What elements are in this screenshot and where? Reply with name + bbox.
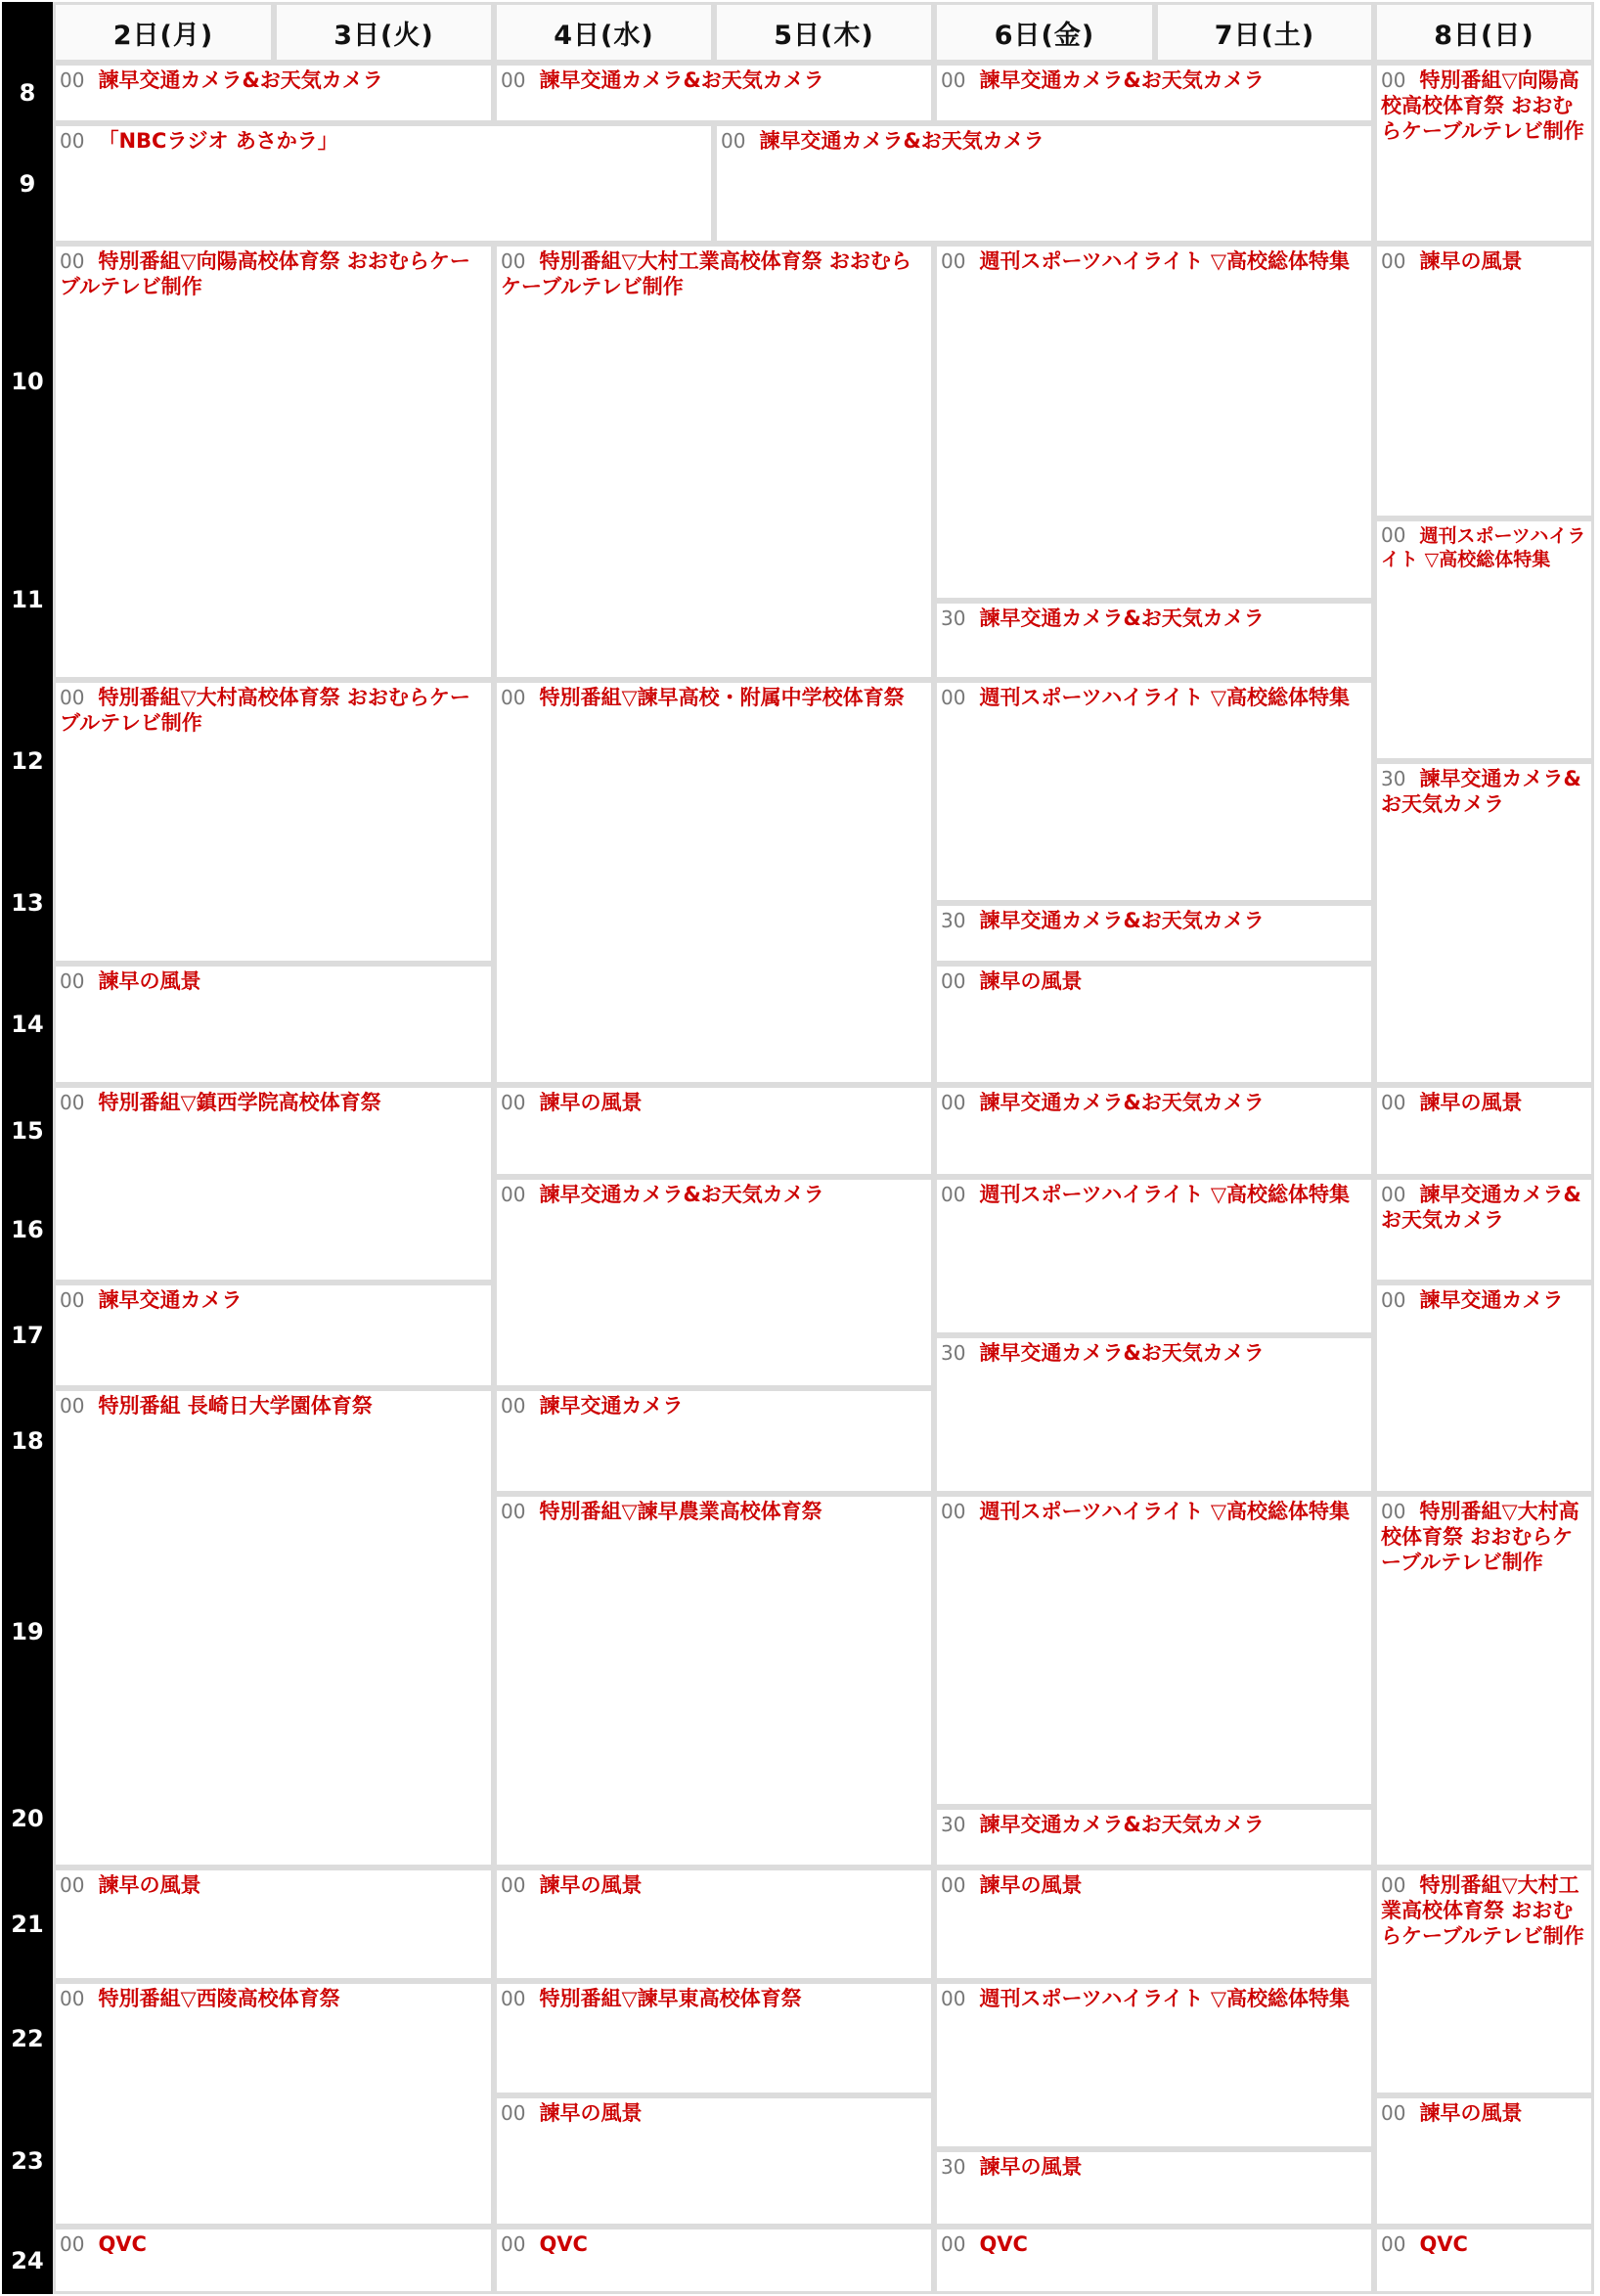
program-cell[interactable]: [494, 1177, 934, 1388]
hour-label-23: 23: [2, 2095, 53, 2227]
program-cell[interactable]: [494, 1494, 934, 1868]
day-header-5: 5日(木): [714, 2, 934, 63]
program-minute: 00: [60, 969, 85, 993]
program-title[interactable]: 諫早の風景: [98, 1873, 201, 1897]
program-minute: 00: [60, 2232, 85, 2256]
program-title[interactable]: 諫早の風景: [539, 1091, 643, 1114]
program-minute: 00: [941, 1987, 966, 2010]
program-title[interactable]: QVC: [1419, 2232, 1468, 2256]
program-minute: 00: [60, 1288, 85, 1312]
program-title[interactable]: 特別番組▽向陽高校体育祭 おおむらケーブルテレビ制作: [60, 249, 470, 298]
program-cell[interactable]: [53, 2227, 494, 2294]
program-cell[interactable]: [53, 123, 714, 244]
program-title[interactable]: 特別番組▽大村工業高校体育祭 おおむらケーブルテレビ制作: [501, 249, 911, 298]
program-minute: 00: [1381, 2101, 1406, 2125]
program-minute: 30: [941, 909, 966, 932]
program-title[interactable]: 週刊スポーツハイライト ▽高校総体特集: [979, 1183, 1351, 1206]
program-minute: 00: [501, 249, 526, 273]
program-minute: 00: [60, 68, 85, 92]
program-title[interactable]: 諫早交通カメラ&お天気カメラ: [1381, 767, 1581, 816]
program-minute: 00: [1381, 1183, 1406, 1206]
program-cell[interactable]: [494, 680, 934, 1085]
program-title[interactable]: 「NBCラジオ あさかラ」: [98, 129, 338, 153]
program-minute: 00: [60, 129, 85, 153]
program-minute: 00: [501, 68, 526, 92]
program-title[interactable]: 特別番組▽西陵高校体育祭: [98, 1987, 340, 2010]
program-title[interactable]: 週刊スポーツハイライト ▽高校総体特集: [1381, 525, 1586, 570]
hour-label-16: 16: [2, 1177, 53, 1283]
program-minute: 00: [941, 1500, 966, 1523]
program-minute: 00: [60, 686, 85, 709]
program-cell[interactable]: [494, 1388, 934, 1494]
program-title[interactable]: 諫早交通カメラ: [98, 1288, 243, 1312]
hour-label-15: 15: [2, 1085, 53, 1177]
program-title[interactable]: 週刊スポーツハイライト ▽高校総体特集: [979, 249, 1351, 273]
program-cell[interactable]: [1374, 1085, 1594, 1177]
program-title[interactable]: 諫早交通カメラ&お天気カメラ: [979, 68, 1265, 92]
program-title[interactable]: 諫早の風景: [539, 1873, 643, 1897]
program-title[interactable]: 諫早交通カメラ&お天気カメラ: [759, 129, 1044, 153]
program-minute: 00: [501, 1091, 526, 1114]
program-minute: 30: [941, 1813, 966, 1836]
program-cell[interactable]: [934, 244, 1374, 601]
program-cell[interactable]: [1374, 244, 1594, 518]
program-title[interactable]: 特別番組 長崎日大学園体育祭: [98, 1394, 373, 1418]
program-title[interactable]: 特別番組▽鎮西学院高校体育祭: [98, 1091, 381, 1114]
program-title[interactable]: 諫早の風景: [1419, 2101, 1523, 2125]
program-cell[interactable]: [494, 1085, 934, 1177]
program-cell[interactable]: [494, 63, 934, 123]
program-cell[interactable]: [53, 964, 494, 1085]
program-minute: 30: [941, 2155, 966, 2179]
program-minute: 00: [1381, 68, 1406, 92]
program-title[interactable]: 特別番組▽諫早高校・附属中学校体育祭: [539, 686, 905, 709]
program-minute: 00: [501, 1873, 526, 1897]
program-cell[interactable]: [1374, 2227, 1594, 2294]
program-title[interactable]: 諫早交通カメラ&お天気カメラ: [539, 68, 824, 92]
program-title[interactable]: 特別番組▽諫早東高校体育祭: [539, 1987, 802, 2010]
program-cell[interactable]: [1374, 1494, 1594, 1868]
program-minute: 00: [60, 1873, 85, 1897]
program-cell[interactable]: [53, 1981, 494, 2227]
hour-label-19: 19: [2, 1494, 53, 1770]
program-title[interactable]: 週刊スポーツハイライト ▽高校総体特集: [979, 1987, 1351, 2010]
day-header-4: 4日(水): [494, 2, 714, 63]
program-minute: 30: [1381, 767, 1406, 790]
hour-label-18: 18: [2, 1388, 53, 1494]
program-minute: 00: [60, 1394, 85, 1418]
day-header-6: 6日(金): [934, 2, 1155, 63]
program-title[interactable]: 諫早の風景: [98, 969, 201, 993]
program-cell[interactable]: [934, 1981, 1374, 2149]
program-title[interactable]: 諫早交通カメラ&お天気カメラ: [979, 1813, 1265, 1836]
program-minute: 00: [501, 686, 526, 709]
program-cell[interactable]: [714, 123, 1374, 244]
program-minute: 30: [941, 1341, 966, 1365]
program-cell[interactable]: [1374, 761, 1594, 1085]
hour-label-11: 11: [2, 518, 53, 680]
program-cell[interactable]: [934, 601, 1374, 680]
program-title[interactable]: 諫早の風景: [539, 2101, 643, 2125]
program-cell[interactable]: [494, 1981, 934, 2095]
program-cell[interactable]: [934, 903, 1374, 964]
hour-label-24: 24: [2, 2227, 53, 2294]
program-title[interactable]: 諫早交通カメラ&お天気カメラ: [979, 607, 1265, 630]
program-cell[interactable]: [1374, 63, 1594, 244]
program-cell[interactable]: [934, 63, 1374, 123]
program-title[interactable]: 諫早交通カメラ&お天気カメラ: [979, 1341, 1265, 1365]
program-minute: 00: [1381, 2232, 1406, 2256]
program-title[interactable]: 諫早交通カメラ&お天気カメラ: [539, 1183, 824, 1206]
program-cell[interactable]: [934, 964, 1374, 1085]
program-minute: 00: [1381, 523, 1406, 547]
program-cell[interactable]: [53, 1085, 494, 1283]
program-minute: 00: [941, 1183, 966, 1206]
program-title[interactable]: 特別番組▽向陽高校高校体育祭 おおむらケーブルテレビ制作: [1381, 68, 1584, 143]
hour-label-8: 8: [2, 63, 53, 123]
hour-label-10: 10: [2, 244, 53, 518]
program-cell[interactable]: [53, 63, 494, 123]
hour-label-17: 17: [2, 1283, 53, 1388]
program-cell[interactable]: [1374, 2095, 1594, 2227]
program-minute: 00: [501, 1394, 526, 1418]
program-minute: 00: [941, 68, 966, 92]
program-cell[interactable]: [934, 1335, 1374, 1494]
program-minute: 00: [1381, 1500, 1406, 1523]
program-title[interactable]: 諫早交通カメラ&お天気カメラ: [1381, 1183, 1581, 1232]
program-cell[interactable]: [53, 1283, 494, 1388]
program-cell[interactable]: [934, 2149, 1374, 2227]
day-header-2: 2日(月): [53, 2, 274, 63]
program-title[interactable]: QVC: [98, 2232, 147, 2256]
program-title[interactable]: 諫早の風景: [979, 1873, 1083, 1897]
program-minute: 00: [1381, 1288, 1406, 1312]
program-minute: 00: [941, 249, 966, 273]
corner-cell: [2, 2, 53, 63]
program-minute: 00: [501, 2232, 526, 2256]
day-header-3: 3日(火): [274, 2, 494, 63]
program-title[interactable]: 特別番組▽大村高校体育祭 おおむらケーブルテレビ制作: [60, 686, 470, 735]
program-cell[interactable]: [53, 1388, 494, 1868]
program-minute: 00: [501, 1183, 526, 1206]
program-cell[interactable]: [934, 1494, 1374, 1807]
hour-label-12: 12: [2, 680, 53, 841]
program-cell[interactable]: [1374, 1868, 1594, 2095]
hour-label-21: 21: [2, 1868, 53, 1981]
program-minute: 00: [721, 129, 746, 153]
program-cell[interactable]: [494, 244, 934, 680]
day-header-8: 8日(日): [1374, 2, 1594, 63]
program-cell[interactable]: [53, 680, 494, 964]
hour-label-14: 14: [2, 964, 53, 1085]
program-title[interactable]: 諫早の風景: [1419, 1091, 1523, 1114]
program-title[interactable]: 諫早の風景: [1419, 249, 1523, 273]
program-minute: 00: [501, 1987, 526, 2010]
hour-label-22: 22: [2, 1981, 53, 2095]
program-minute: 00: [501, 2101, 526, 2125]
program-title[interactable]: 特別番組▽諫早農業高校体育祭: [539, 1500, 822, 1523]
program-minute: 00: [1381, 1873, 1406, 1897]
program-minute: 00: [941, 686, 966, 709]
program-cell[interactable]: [934, 680, 1374, 903]
hour-label-9: 9: [2, 123, 53, 244]
program-title[interactable]: 週刊スポーツハイライト ▽高校総体特集: [979, 686, 1351, 709]
program-cell[interactable]: [934, 2227, 1374, 2294]
program-cell[interactable]: [53, 244, 494, 680]
program-cell[interactable]: [934, 1868, 1374, 1981]
program-title[interactable]: 諫早交通カメラ: [1419, 1288, 1564, 1312]
program-cell[interactable]: [1374, 518, 1594, 761]
program-cell[interactable]: [494, 2095, 934, 2227]
hour-label-13: 13: [2, 841, 53, 964]
program-cell[interactable]: [494, 1868, 934, 1981]
program-minute: 00: [60, 1987, 85, 2010]
program-minute: 00: [941, 1091, 966, 1114]
program-title[interactable]: 諫早交通カメラ&お天気カメラ: [98, 68, 383, 92]
program-title[interactable]: 諫早の風景: [979, 2155, 1083, 2179]
program-cell[interactable]: [934, 1807, 1374, 1868]
program-cell[interactable]: [1374, 1283, 1594, 1494]
program-title[interactable]: 特別番組▽大村高校体育祭 おおむらケーブルテレビ制作: [1381, 1500, 1579, 1574]
program-title[interactable]: 諫早交通カメラ&お天気カメラ: [979, 1091, 1265, 1114]
program-title[interactable]: QVC: [979, 2232, 1028, 2256]
program-minute: 00: [941, 969, 966, 993]
program-minute: 00: [501, 1500, 526, 1523]
program-title[interactable]: 諫早交通カメラ&お天気カメラ: [979, 909, 1265, 932]
program-title[interactable]: 週刊スポーツハイライト ▽高校総体特集: [979, 1500, 1351, 1523]
day-header-7: 7日(土): [1155, 2, 1374, 63]
program-cell[interactable]: [494, 2227, 934, 2294]
program-minute: 00: [1381, 249, 1406, 273]
program-minute: 00: [941, 2232, 966, 2256]
program-minute: 00: [60, 1091, 85, 1114]
program-title[interactable]: QVC: [539, 2232, 588, 2256]
program-cell[interactable]: [53, 1868, 494, 1981]
program-cell[interactable]: [1374, 1177, 1594, 1283]
program-title[interactable]: 諫早の風景: [979, 969, 1083, 993]
program-minute: 00: [60, 249, 85, 273]
program-title[interactable]: 特別番組▽大村工業高校体育祭 おおむらケーブルテレビ制作: [1381, 1873, 1584, 1948]
program-minute: 00: [1381, 1091, 1406, 1114]
program-cell[interactable]: [934, 1177, 1374, 1335]
program-title[interactable]: 諫早交通カメラ: [539, 1394, 684, 1418]
program-minute: 00: [941, 1873, 966, 1897]
program-cell[interactable]: [934, 1085, 1374, 1177]
program-minute: 30: [941, 607, 966, 630]
hour-label-20: 20: [2, 1770, 53, 1868]
